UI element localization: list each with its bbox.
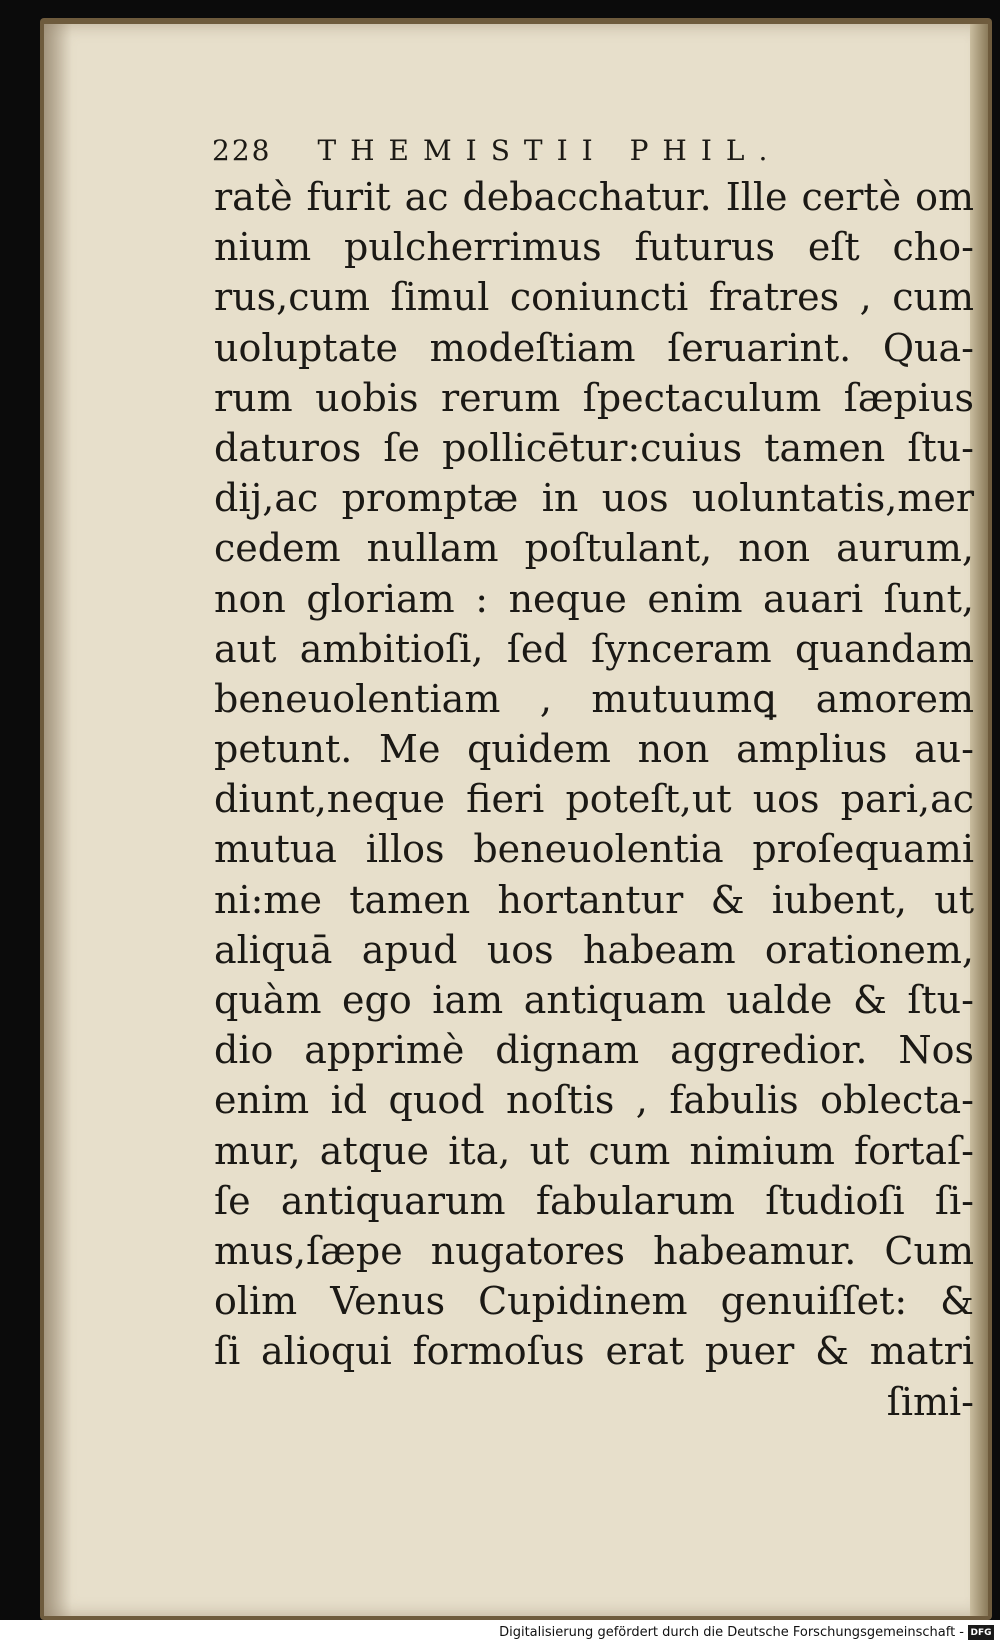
text-line: diunt,neque fieri poteſt,ut uos pari,ac (214, 777, 974, 822)
text-line: petunt. Me quidem non amplius au- (214, 727, 974, 772)
text-line: aliquā apud uos habeam orationem, (214, 927, 974, 972)
text-line: rum uobis rerum ſpectaculum ſæpius (214, 375, 974, 420)
gutter-shadow (44, 24, 72, 1616)
text-line: quàm ego iam antiquam ualde & ſtu- (214, 978, 974, 1022)
running-title: THEMISTII PHIL. (317, 133, 782, 167)
text-line: cedem nullam poſtulant, non aurum, (214, 526, 974, 571)
text-line: dij,ac promptæ in uos uoluntatis,mer (214, 476, 974, 521)
text-line: beneuolentiam , mutuumꝗ amorem (214, 676, 974, 721)
text-line: nium pulcherrimus futurus eſt cho- (214, 225, 974, 270)
dfg-logo-icon: DFG (968, 1625, 994, 1640)
text-line: enim id quod noſtis , fabulis oblecta- (214, 1078, 974, 1123)
page-number: 228 (212, 133, 272, 167)
text-line: olim Venus Cupidinem genuiſſet: & (214, 1279, 974, 1324)
text-line: daturos ſe pollicētur:cuius tamen ſtu- (214, 425, 974, 470)
funding-credit: Digitalisierung gefördert durch die Deutsche Forschungsgemeinschaft - (499, 1625, 964, 1640)
text-line: ratè furit ac debacchatur. Ille certè om (214, 175, 974, 219)
text-line: aut ambitioſi, ſed ſynceram quandam (214, 626, 974, 671)
text-line: dio apprimè dignam aggredior. Nos (214, 1028, 974, 1073)
text-line: mur, atque ita, ut cum nimium fortaſ- (214, 1128, 974, 1173)
text-line: mutua illos beneuolentia proſequami (214, 827, 974, 872)
body-text (214, 172, 974, 1427)
text-line: ſe antiquarum fabularum ſtudioſi ſi- (214, 1178, 974, 1223)
text-line: ni:me tamen hortantur & iubent, ut (214, 877, 974, 922)
running-head (212, 128, 902, 172)
text-line: uoluptate modeſtiam ſeruarint. Qua- (214, 325, 974, 370)
text-line: ſi alioqui formoſus erat puer & matri (214, 1329, 974, 1374)
text-line: mus,ſæpe nugatores habeamur. Cum (214, 1228, 974, 1273)
footer-bar (0, 1620, 1000, 1644)
text-line: rus,cum ſimul coniuncti fratres , cum (214, 275, 974, 320)
catchword: ſimi- (886, 1379, 974, 1424)
text-line: non gloriam : neque enim auari ſunt, (214, 576, 974, 621)
